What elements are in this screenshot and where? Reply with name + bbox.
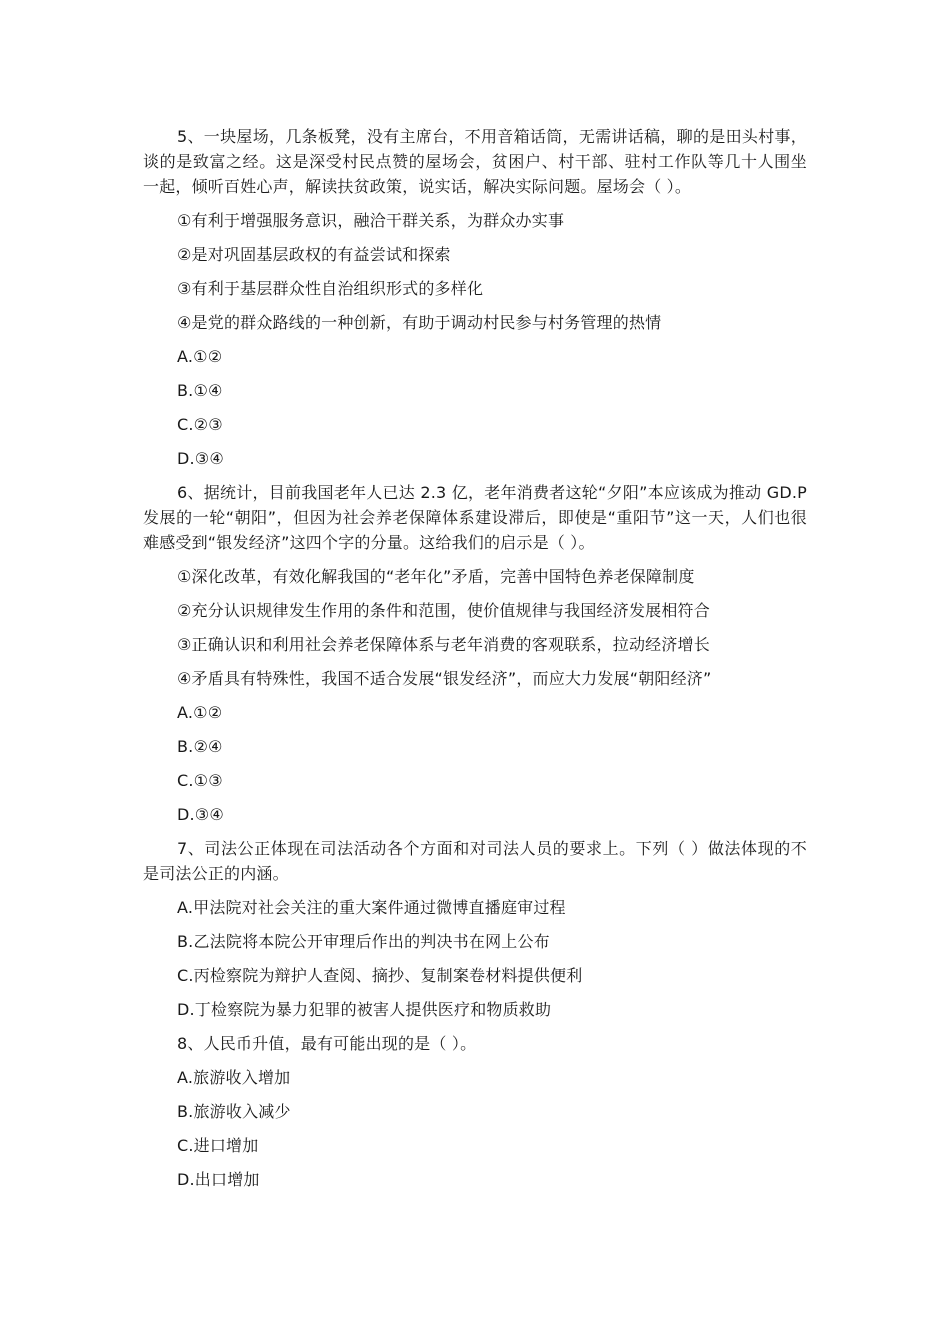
question-8-option-d: D.出口增加 — [177, 1170, 260, 1189]
question-5-stem: 5、一块屋场，几条板凳，没有主席台，不用音箱话筒，无需讲话稿，聊的是田头村事，谈的是致富之经。这是深受村民点赞的屋场会，贫困户、村干部、驻村工作队等几十人围坐一起，倾听百姓心声，解读扶贫政策，说实话，解决实际问题。屋场会（ ）。 — [143, 127, 807, 196]
question-7-option-d: D.丁检察院为暴力犯罪的被害人提供医疗和物质救助 — [177, 1000, 552, 1019]
question-5-option-c: C.②③ — [177, 415, 223, 434]
question-7-option-a: A.甲法院对社会关注的重大案件通过微博直播庭审过程 — [177, 898, 566, 917]
question-5-statement-1: ①有利于增强服务意识，融洽干群关系，为群众办实事 — [177, 211, 565, 230]
question-5-option-a: A.①② — [177, 347, 223, 366]
question-6-option-d: D.③④ — [177, 805, 224, 824]
question-list — [143, 124, 807, 1201]
question-6-statement-2: ②充分认识规律发生作用的条件和范围，使价值规律与我国经济发展相符合 — [177, 601, 710, 620]
question-6-statement-3: ③正确认识和利用社会养老保障体系与老年消费的客观联系，拉动经济增长 — [177, 635, 710, 654]
question-8-option-b: B.旅游收入减少 — [177, 1102, 291, 1121]
question-6-stem: 6、据统计，目前我国老年人已达 2.3 亿，老年消费者这轮“夕阳”本应该成为推动 GD.P 发展的一轮“朝阳”，但因为社会养老保障体系建设滞后，即使是“重阳节”这一天，人们也很难感受到“银发经济”这四个字的分量。这给我们的启示是（ ）。 — [143, 483, 807, 552]
question-6-statement-4: ④矛盾具有特殊性，我国不适合发展“银发经济”，而应大力发展“朝阳经济” — [177, 669, 712, 688]
question-5-statement-3: ③有利于基层群众性自治组织形式的多样化 — [177, 279, 484, 298]
question-5-statement-4: ④是党的群众路线的一种创新，有助于调动村民参与村务管理的热情 — [177, 313, 662, 332]
question-5-option-d: D.③④ — [177, 449, 224, 468]
question-7-option-c: C.丙检察院为辩护人查阅、摘抄、复制案卷材料提供便利 — [177, 966, 583, 985]
question-8-option-a: A.旅游收入增加 — [177, 1068, 291, 1087]
question-6-statement-1: ①深化改革，有效化解我国的“老年化”矛盾，完善中国特色养老保障制度 — [177, 567, 695, 586]
question-6-option-c: C.①③ — [177, 771, 223, 790]
question-5-statement-2: ②是对巩固基层政权的有益尝试和探索 — [177, 245, 451, 264]
question-7-option-b: B.乙法院将本院公开审理后作出的判决书在网上公布 — [177, 932, 550, 951]
question-6-option-a: A.①② — [177, 703, 223, 722]
question-7-stem: 7、司法公正体现在司法活动各个方面和对司法人员的要求上。下列（ ）做法体现的不是司法公正的内涵。 — [143, 839, 807, 883]
question-8-option-c: C.进口增加 — [177, 1136, 259, 1155]
question-8-stem: 8、人民币升值，最有可能出现的是（ ）。 — [177, 1034, 477, 1053]
question-6-option-b: B.②④ — [177, 737, 223, 756]
question-5-option-b: B.①④ — [177, 381, 223, 400]
